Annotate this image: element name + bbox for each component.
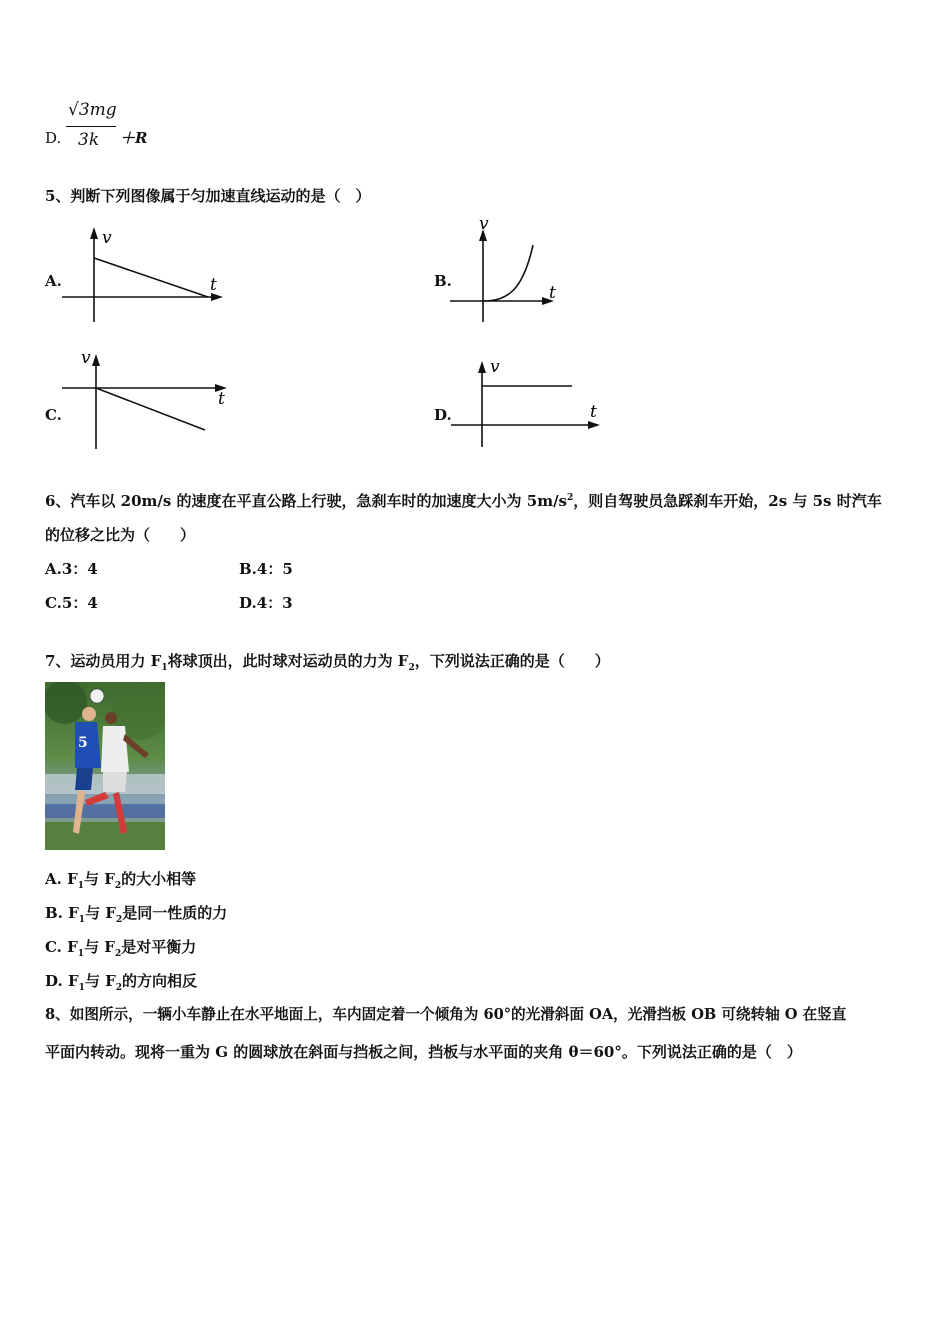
q5-graph-b-label: B. bbox=[434, 272, 452, 290]
graph-c-v-label: v bbox=[81, 348, 91, 368]
q7-stem bbox=[45, 651, 610, 678]
soccer-header-photo bbox=[45, 682, 165, 850]
option-mid: 与 F bbox=[84, 870, 115, 888]
q5-graph-b bbox=[448, 212, 568, 327]
subscript: 1 bbox=[78, 915, 86, 925]
q4-option-d-label: D. bbox=[45, 129, 62, 147]
option-text: 4：5 bbox=[256, 560, 293, 578]
graph-c-t-label: t bbox=[218, 389, 225, 409]
q7-option-b[interactable] bbox=[45, 903, 227, 930]
q6-option-b[interactable] bbox=[239, 559, 293, 579]
option-label: D. bbox=[45, 972, 63, 990]
q7-stem-a: 7、运动员用力 F bbox=[45, 652, 162, 670]
fraction-denominator: 3k bbox=[78, 130, 100, 150]
graph-d-t-label: t bbox=[590, 402, 597, 422]
q4-option-d-fraction bbox=[64, 100, 118, 156]
option-text: 3：4 bbox=[61, 560, 98, 578]
option-label: B. bbox=[239, 560, 257, 578]
option-text: 5：4 bbox=[61, 594, 98, 612]
fraction-bar bbox=[66, 126, 116, 127]
graph-a-t-label: t bbox=[210, 275, 217, 295]
q6-stem-line1 bbox=[45, 488, 882, 511]
option-text: 是同一性质的力 bbox=[122, 904, 228, 922]
force-symbol: F bbox=[67, 870, 78, 888]
q5-stem: 5、判断下列图像属于匀加速直线运动的是（ ） bbox=[45, 187, 371, 205]
q6-option-a[interactable] bbox=[45, 559, 98, 579]
q7-option-c[interactable] bbox=[45, 937, 196, 964]
q6-stem-line1-b: ，则自驾驶员急踩刹车开始，2s 与 5s 时汽车 bbox=[573, 492, 882, 510]
subscript: 2 bbox=[115, 983, 122, 993]
q5-graph-c bbox=[58, 346, 233, 454]
q4-option-d-suffix: ＋R bbox=[120, 129, 148, 147]
q5-graph-d bbox=[448, 350, 608, 450]
option-text: 的方向相反 bbox=[122, 972, 198, 990]
option-label: C. bbox=[45, 594, 62, 612]
option-text: 4：3 bbox=[256, 594, 293, 612]
fraction-numerator: √3mg bbox=[68, 100, 117, 120]
option-text: 的大小相等 bbox=[121, 870, 197, 888]
q6-stem-line1-a: 6、汽车以 20m/s 的速度在平直公路上行驶，急刹车时的加速度大小为 5m/s bbox=[45, 492, 568, 510]
q7-option-a[interactable] bbox=[45, 869, 196, 896]
subscript: 1 bbox=[77, 949, 85, 959]
option-mid: 与 F bbox=[84, 938, 115, 956]
option-text: 是对平衡力 bbox=[121, 938, 197, 956]
jersey-number: 5 bbox=[78, 735, 88, 751]
option-label: B. bbox=[45, 904, 63, 922]
option-mid: 与 F bbox=[85, 904, 116, 922]
q7-stem-c: ，下列说法正确的是（ ） bbox=[414, 652, 610, 670]
q5-graph-a bbox=[58, 222, 228, 327]
q6-option-c[interactable] bbox=[45, 593, 98, 613]
option-label: A. bbox=[45, 870, 62, 888]
force-symbol: F bbox=[67, 972, 79, 990]
subscript: 2 bbox=[408, 663, 415, 673]
subscript: 1 bbox=[77, 881, 85, 891]
option-label: C. bbox=[45, 938, 62, 956]
force-symbol: F bbox=[67, 938, 78, 956]
graph-a-v-label: v bbox=[102, 228, 112, 248]
q6-exponent: 2 bbox=[567, 493, 574, 503]
q8-stem-line1: 8、如图所示，一辆小车静止在水平地面上，车内固定着一个倾角为 60°的光滑斜面 OA，光滑挡板 OB 可绕转轴 O 在竖直 bbox=[45, 1006, 847, 1023]
subscript: 2 bbox=[115, 915, 123, 925]
q8-stem-line2: 平面内转动。现将一重为 G 的圆球放在斜面与挡板之间，挡板与水平面的夹角 θ＝60°。下列说法正确的是（ ） bbox=[45, 1043, 802, 1061]
subscript: 2 bbox=[114, 881, 122, 891]
q5-graph-c-label: C. bbox=[45, 406, 62, 424]
graph-b-v-label: v bbox=[479, 214, 489, 234]
subscript: 1 bbox=[161, 663, 168, 673]
q7-stem-b: 将球顶出，此时球对运动员的力为 F bbox=[167, 652, 409, 670]
graph-b-t-label: t bbox=[549, 283, 556, 303]
option-label: D. bbox=[239, 594, 257, 612]
force-symbol: F bbox=[68, 904, 79, 922]
q5-graph-a-label: A. bbox=[45, 272, 62, 290]
q6-stem-line2: 的位移之比为（ ） bbox=[45, 526, 196, 544]
q5-graph-d-label: D. bbox=[434, 406, 452, 424]
subscript: 1 bbox=[78, 983, 85, 993]
subscript: 2 bbox=[114, 949, 122, 959]
option-mid: 与 F bbox=[84, 972, 116, 990]
q6-option-d[interactable] bbox=[239, 593, 293, 613]
option-label: A. bbox=[45, 560, 62, 578]
q7-option-d[interactable] bbox=[45, 971, 197, 998]
graph-d-v-label: v bbox=[490, 357, 500, 377]
